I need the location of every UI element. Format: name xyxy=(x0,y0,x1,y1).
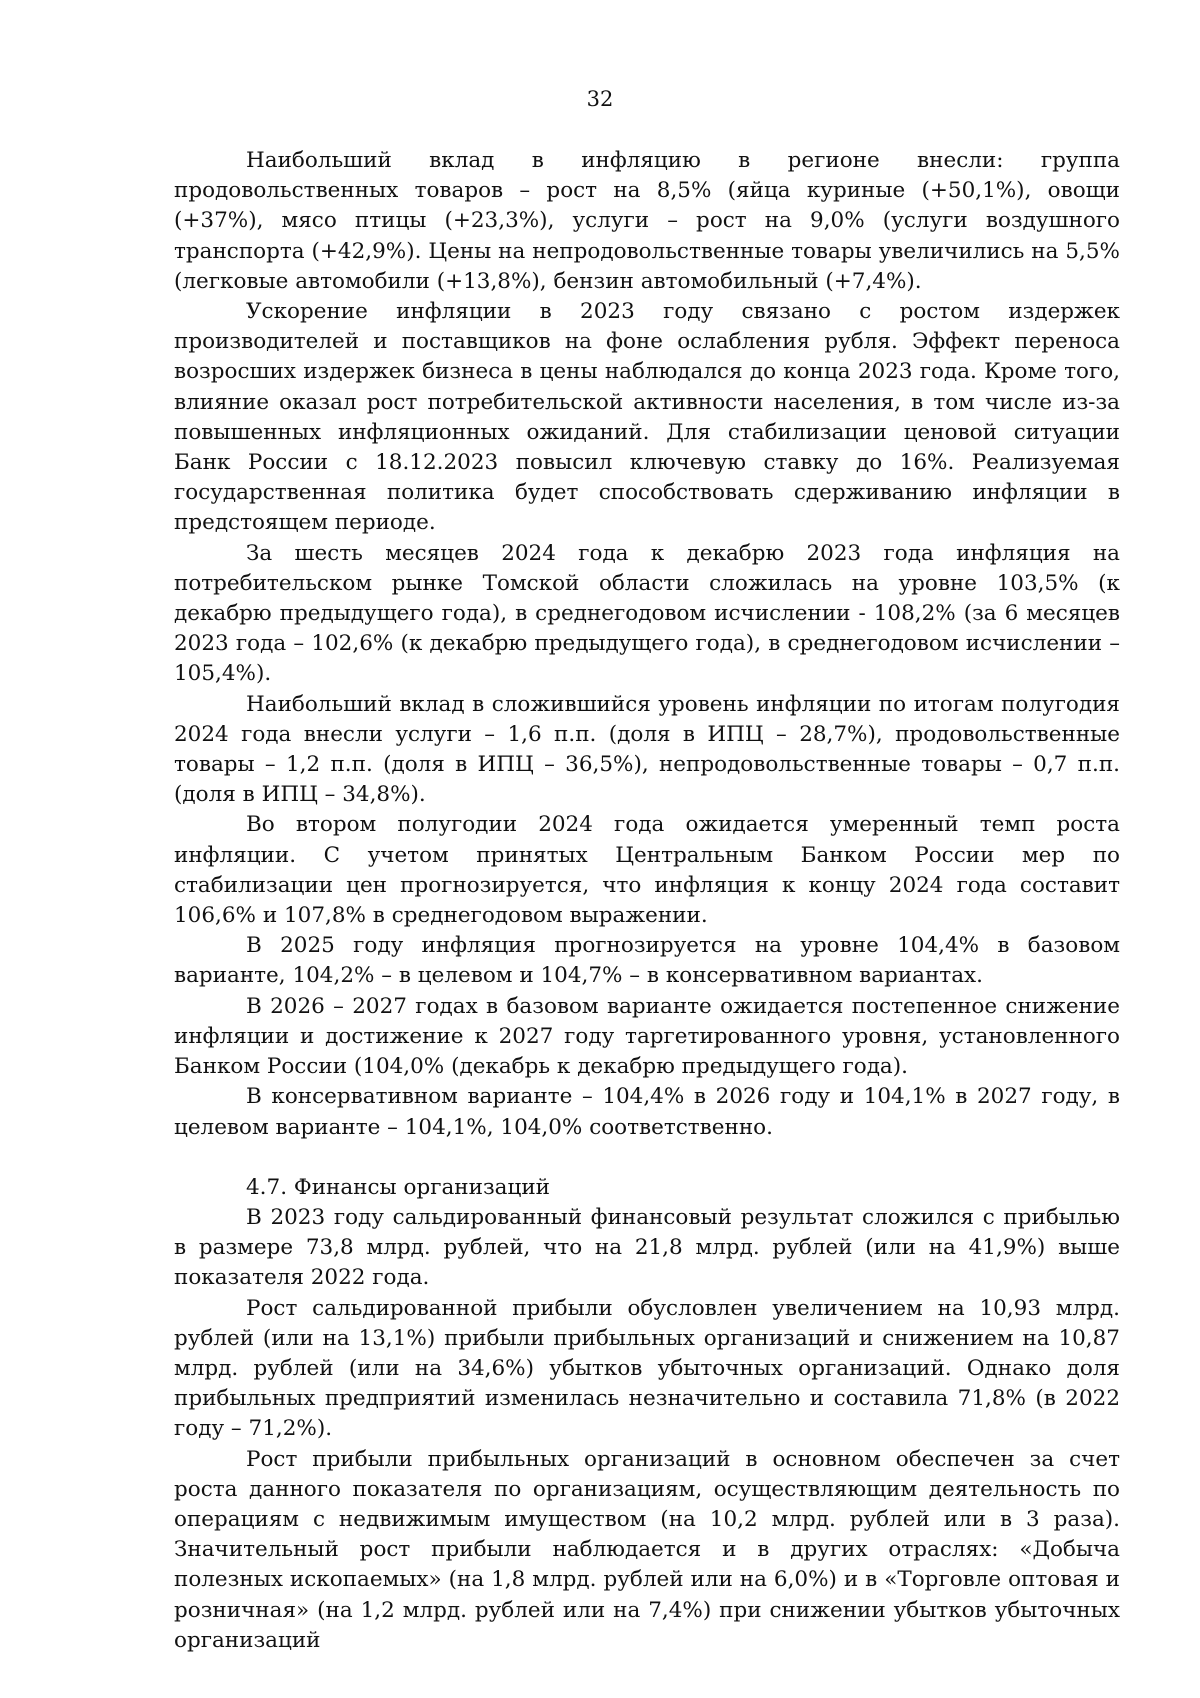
paragraph-profit-sectors: Рост прибыли прибыльных организаций в основном обеспечен за счет роста данного показателя по организациям, осуществляющим деятельность по операциям с недвижимым имуществом (на 10,2 млрд. рублей или в 3 раза). Значительный рост прибыли наблюдается и в других отраслях: «Добыча полезных ископаемых» (на 1,8 млрд. рублей или на 6,0%) и в «Торговле оптовая и розничная» (на 1,2 млрд. рублей или на 7,4%) при снижении убытков убыточных организаций xyxy=(174,1446,1120,1653)
paragraph-six-months-inflation: За шесть месяцев 2024 года к декабрю 2023 года инфляция на потребительском рынке Томской области сложилась на уровне 103,5% (к декабрю предыдущего года), в среднегодовом исчислении - 108,2% (за 6 месяцев 2023 года – 102,6% (к декабрю предыдущего года), в среднегодовом исчислении – 105,4%). xyxy=(174,540,1120,687)
paragraph-second-half-forecast: Во втором полугодии 2024 года ожидается умеренный темп роста инфляции. С учетом принятых Центральным Банком России мер по стабилизации цен прогнозируется, что инфляция к концу 2024 года составит 106,6% и 107,8% в среднегодовом выражении. xyxy=(174,812,1120,929)
paragraph-conservative-variant: В консервативном варианте – 104,4% в 2026 году и 104,1% в 2027 году, в целевом варианте – 104,1%, 104,0% соответственно. xyxy=(174,1084,1120,1140)
paragraph-2025-forecast: В 2025 году инфляция прогнозируется на уровне 104,4% в базовом варианте, 104,2% – в целевом и 104,7% – в консервативном вариантах. xyxy=(174,933,1120,989)
paragraph-financial-result: В 2023 году сальдированный финансовый результат сложился с прибылью в размере 73,8 млрд. рублей, что на 21,8 млрд. рублей (или на 41,9%) выше показателя 2022 года. xyxy=(174,1204,1120,1291)
paragraph-profit-growth: Рост сальдированной прибыли обусловлен увеличением на 10,93 млрд. рублей (или на 13,1%) прибыли прибыльных организаций и снижением на 10,87 млрд. рублей (или на 34,6%) убытков убыточных организаций. Однако доля прибыльных предприятий изменилась незначительно и составила 71,8% (в 2022 году – 71,2%). xyxy=(174,1295,1120,1442)
document-body xyxy=(174,146,1120,1656)
paragraph-half-year-contribution: Наибольший вклад в сложившийся уровень инфляции по итогам полугодия 2024 года внесли услуги – 1,6 п.п. (доля в ИПЦ – 28,7%), продовольственные товары – 1,2 п.п. (доля в ИПЦ – 36,5%), непродовольственные товары – 0,7 п.п. (доля в ИПЦ – 34,8%). xyxy=(174,691,1120,808)
paragraph-inflation-contributors: Наибольший вклад в инфляцию в регионе внесли: группа продовольственных товаров – рост на 8,5% (яйца куриные (+50,1%), овощи (+37%), мясо птицы (+23,3%), услуги – рост на 9,0% (услуги воздушного транспорта (+42,9%). Цены на непродовольственные товары увеличились на 5,5% (легковые автомобили (+13,8%), бензин автомобильный (+7,4%). xyxy=(174,148,1120,294)
section-title-finances: 4.7. Финансы организаций xyxy=(246,1174,550,1200)
page-number: 32 xyxy=(586,87,614,111)
paragraph-2026-2027-forecast: В 2026 – 2027 годах в базовом варианте ожидается постепенное снижение инфляции и достижение к 2027 году таргетированного уровня, установленного Банком России (104,0% (декабрь к декабрю предыдущего года). xyxy=(174,993,1120,1080)
paragraph-inflation-acceleration: Ускорение инфляции в 2023 году связано с ростом издержек производителей и поставщиков на фоне ослабления рубля. Эффект переноса возросших издержек бизнеса в цены наблюдался до конца 2023 года. Кроме того, влияние оказал рост потребительской активности населения, в том числе из-за повышенных инфляционных ожиданий. Для стабилизации ценовой ситуации Банк России с 18.12.2023 повысил ключевую ставку до 16%. Реализуемая государственная политика будет способствовать сдерживанию инфляции в предстоящем периоде. xyxy=(174,299,1120,536)
